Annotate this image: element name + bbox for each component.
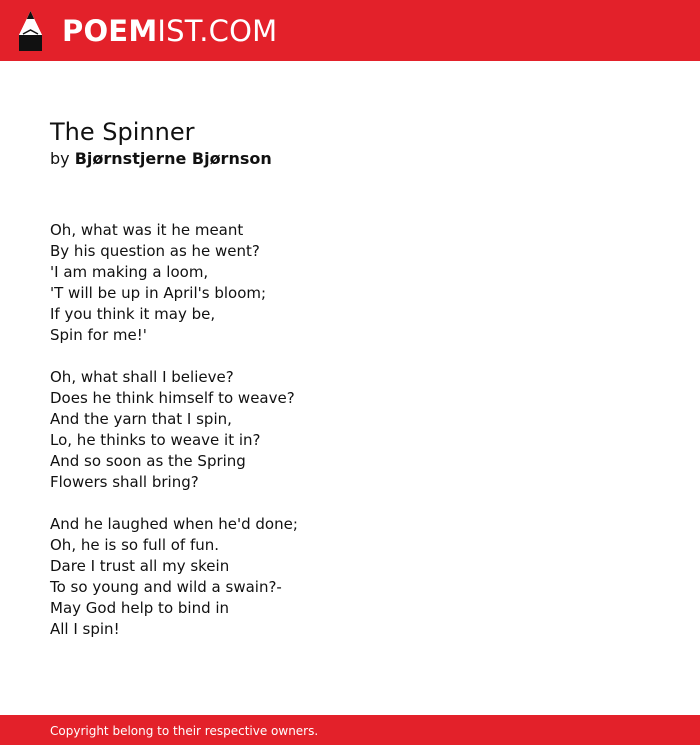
poem-line: And so soon as the Spring bbox=[50, 452, 246, 470]
copyright-text: Copyright belong to their respective owners. bbox=[50, 724, 319, 738]
poem-line: If you think it may be, bbox=[50, 305, 216, 323]
site-footer bbox=[0, 715, 700, 745]
site-header bbox=[0, 0, 700, 61]
poem-body bbox=[50, 220, 650, 640]
poem-title: The Spinner bbox=[50, 118, 195, 146]
poem-line: And he laughed when he'd done; bbox=[50, 515, 298, 533]
poem-content bbox=[50, 116, 650, 661]
poem-byline bbox=[50, 148, 650, 170]
poem-line: All I spin! bbox=[50, 620, 120, 638]
poem-line: And the yarn that I spin, bbox=[50, 410, 232, 428]
poem-line: Lo, he thinks to weave it in? bbox=[50, 431, 261, 449]
poem-line: 'T will be up in April's bloom; bbox=[50, 284, 267, 302]
poem-line: Dare I trust all my skein bbox=[50, 557, 230, 575]
wordmark-light: IST.COM bbox=[157, 14, 278, 48]
poem-line: Oh, what was it he meant bbox=[50, 221, 244, 239]
poem-line: By his question as he went? bbox=[50, 242, 260, 260]
site-logo-link[interactable] bbox=[18, 10, 277, 52]
poem-line: Flowers shall bring? bbox=[50, 473, 199, 491]
poem-line: Oh, he is so full of fun. bbox=[50, 536, 220, 554]
poem-line: May God help to bind in bbox=[50, 599, 230, 617]
stanza-1 bbox=[50, 220, 650, 346]
pencil-icon bbox=[18, 10, 43, 52]
poem-line: 'I am making a loom, bbox=[50, 263, 209, 281]
author-name: Bjørnstjerne Bjørnson bbox=[74, 149, 272, 168]
poem-line: Oh, what shall I believe? bbox=[50, 368, 234, 386]
wordmark-strong: POEM bbox=[62, 14, 158, 48]
site-wordmark bbox=[62, 10, 277, 52]
poem-line: Does he think himself to weave? bbox=[50, 389, 295, 407]
stanza-2 bbox=[50, 367, 650, 493]
stanza-3 bbox=[50, 514, 650, 640]
by-label: by bbox=[50, 149, 70, 168]
poem-line: Spin for me!' bbox=[50, 326, 147, 344]
poem-line: To so young and wild a swain?- bbox=[50, 578, 282, 596]
